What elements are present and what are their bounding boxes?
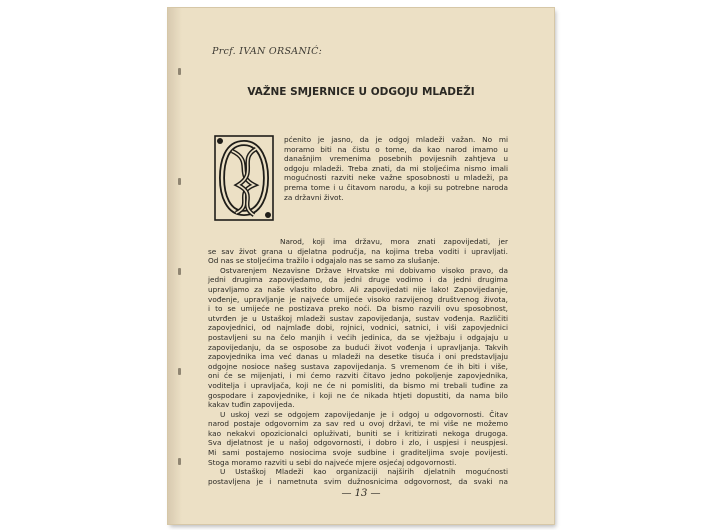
text-line: gospodare i zapovjednike, i koji ne će nikada htjeti dopustiti, da nama bilo — [208, 390, 508, 400]
text-line: Od nas se stoljećima tražilo i odgajalo nas se samo za slušanje. — [208, 256, 440, 266]
text-line: narod postaje odgovornim za sav red u ovoj državi, te mi više ne možemo — [208, 419, 508, 429]
decorative-initial-o-icon — [214, 135, 274, 221]
text-line: vođenje, upravljanje je najveće umijeće visoko razvijenog društvenog života, — [208, 294, 508, 304]
text-line: postavljena je i nametnuta svim dužnosnicima odgovornost, da svaki na — [208, 476, 508, 486]
text-line: jedni drugima zapovijedamo, da jedni druge vodimo i da jedni drugima — [208, 275, 508, 285]
text-line: zapovijedanju, da se osposobe za budući život vođenja i upravljanja. Takvih — [208, 342, 508, 352]
body-text — [208, 237, 508, 486]
text-line: odgoju mladeži. Treba znati, da mi stoljećima nismo imali — [284, 163, 508, 173]
text-line: upravljamo za naše vlastito dobro. Ali zapovijedati nije lako! Zapovijedanje, — [208, 284, 508, 294]
binding-stitch — [178, 458, 181, 465]
binding-stitch — [178, 268, 181, 275]
text-line: Stoga moramo razviti u sebi do najveće mjere osjećaj odgovornosti. — [208, 457, 457, 467]
text-line: mogućnosti razviti neke važne sposobnosti u mladeži, pa — [284, 173, 508, 183]
text-line: Ostvarenjem Nezavisne Države Hrvatske mi dobivamo visoko pravo, da — [220, 265, 508, 275]
text-line: Sva djelatnost je u našoj odgovornosti, i dobro i zlo, i uspjesi i neuspjesi. — [208, 438, 508, 448]
text-line: moramo biti na čistu o tome, da kao narod imamo u — [284, 144, 508, 154]
author-line: Prcf. IVAN ORSANIĆ: — [212, 46, 323, 57]
text-line: voditelja i upravljača, koji ne će ni pomisliti, da bismo mi trebali tuđine za — [208, 380, 508, 390]
text-line: pćenito je jasno, da je odgoj mladeži važan. No mi — [284, 135, 508, 144]
text-line: Mi sami postajemo nosiocima svoje sudbine i graditeljima svoje povijesti. — [208, 448, 508, 458]
text-line: oni će se mijenjati, i mi ćemo razviti čitavo jedno pokoljenje zapovjednika, — [208, 371, 508, 381]
text-line: za državni život. — [284, 192, 344, 202]
text-line: Narod, koji ima državu, mora znati zapovijedati, jer — [280, 237, 508, 246]
text-line: utvrđen je u Ustaškoj mladeži sustav zapovijedanja, sustav vođenja. Različiti — [208, 313, 508, 323]
text-line: se sav život grana u djelatna područja, na kojima treba voditi i upravljati. — [208, 246, 508, 256]
text-line: U Ustaškoj Mladeži kao organizaciji najširih djelatnih mogućnosti — [220, 467, 508, 477]
text-line: kao nekakvi opozicionalci opluživati, buniti se i kritizirati nekoga drugoga. — [208, 428, 508, 438]
page-number: — 13 — — [341, 488, 381, 499]
binding-stitch — [178, 68, 181, 75]
article-title: VAŽNE SMJERNICE U ODGOJU MLADEŽI — [247, 86, 475, 98]
text-line: U uskoj vezi se odgojem zapovijedanje je i odgoj u odgovornosti. Čitav — [220, 409, 508, 419]
text-line: kakav tuđin zapovijeda. — [208, 400, 295, 410]
text-line: današnjim vremenima posebnih povijesnih zahtjeva u — [284, 154, 508, 164]
text-line: odgojne nosioce našeg sustava zapovijedanja. S vremenom će ih biti i više, — [208, 361, 508, 371]
book-page — [168, 8, 554, 524]
text-line: i to se umijeće ne postizava preko noći. Da bismo razvili ovu sposobnost, — [208, 304, 508, 314]
text-line: postavljeni su na čelo manjih i većih jedinica, da se vježbaju i odgajaju u — [208, 332, 508, 342]
intro-paragraph — [284, 135, 508, 202]
binding-stitch — [178, 368, 181, 375]
text-line: prema tome i u čitavom narodu, a koji su potrebne naroda — [284, 182, 508, 192]
text-line: zapovjednika ima već danas u mladeži na desetke tisuća i oni predstavljaju — [208, 352, 508, 362]
text-line: zapovjednici, od najmlađe dobi, rojnici, vodnici, satnici, i viši zapovjednici — [208, 323, 508, 333]
binding-stitch — [178, 178, 181, 185]
